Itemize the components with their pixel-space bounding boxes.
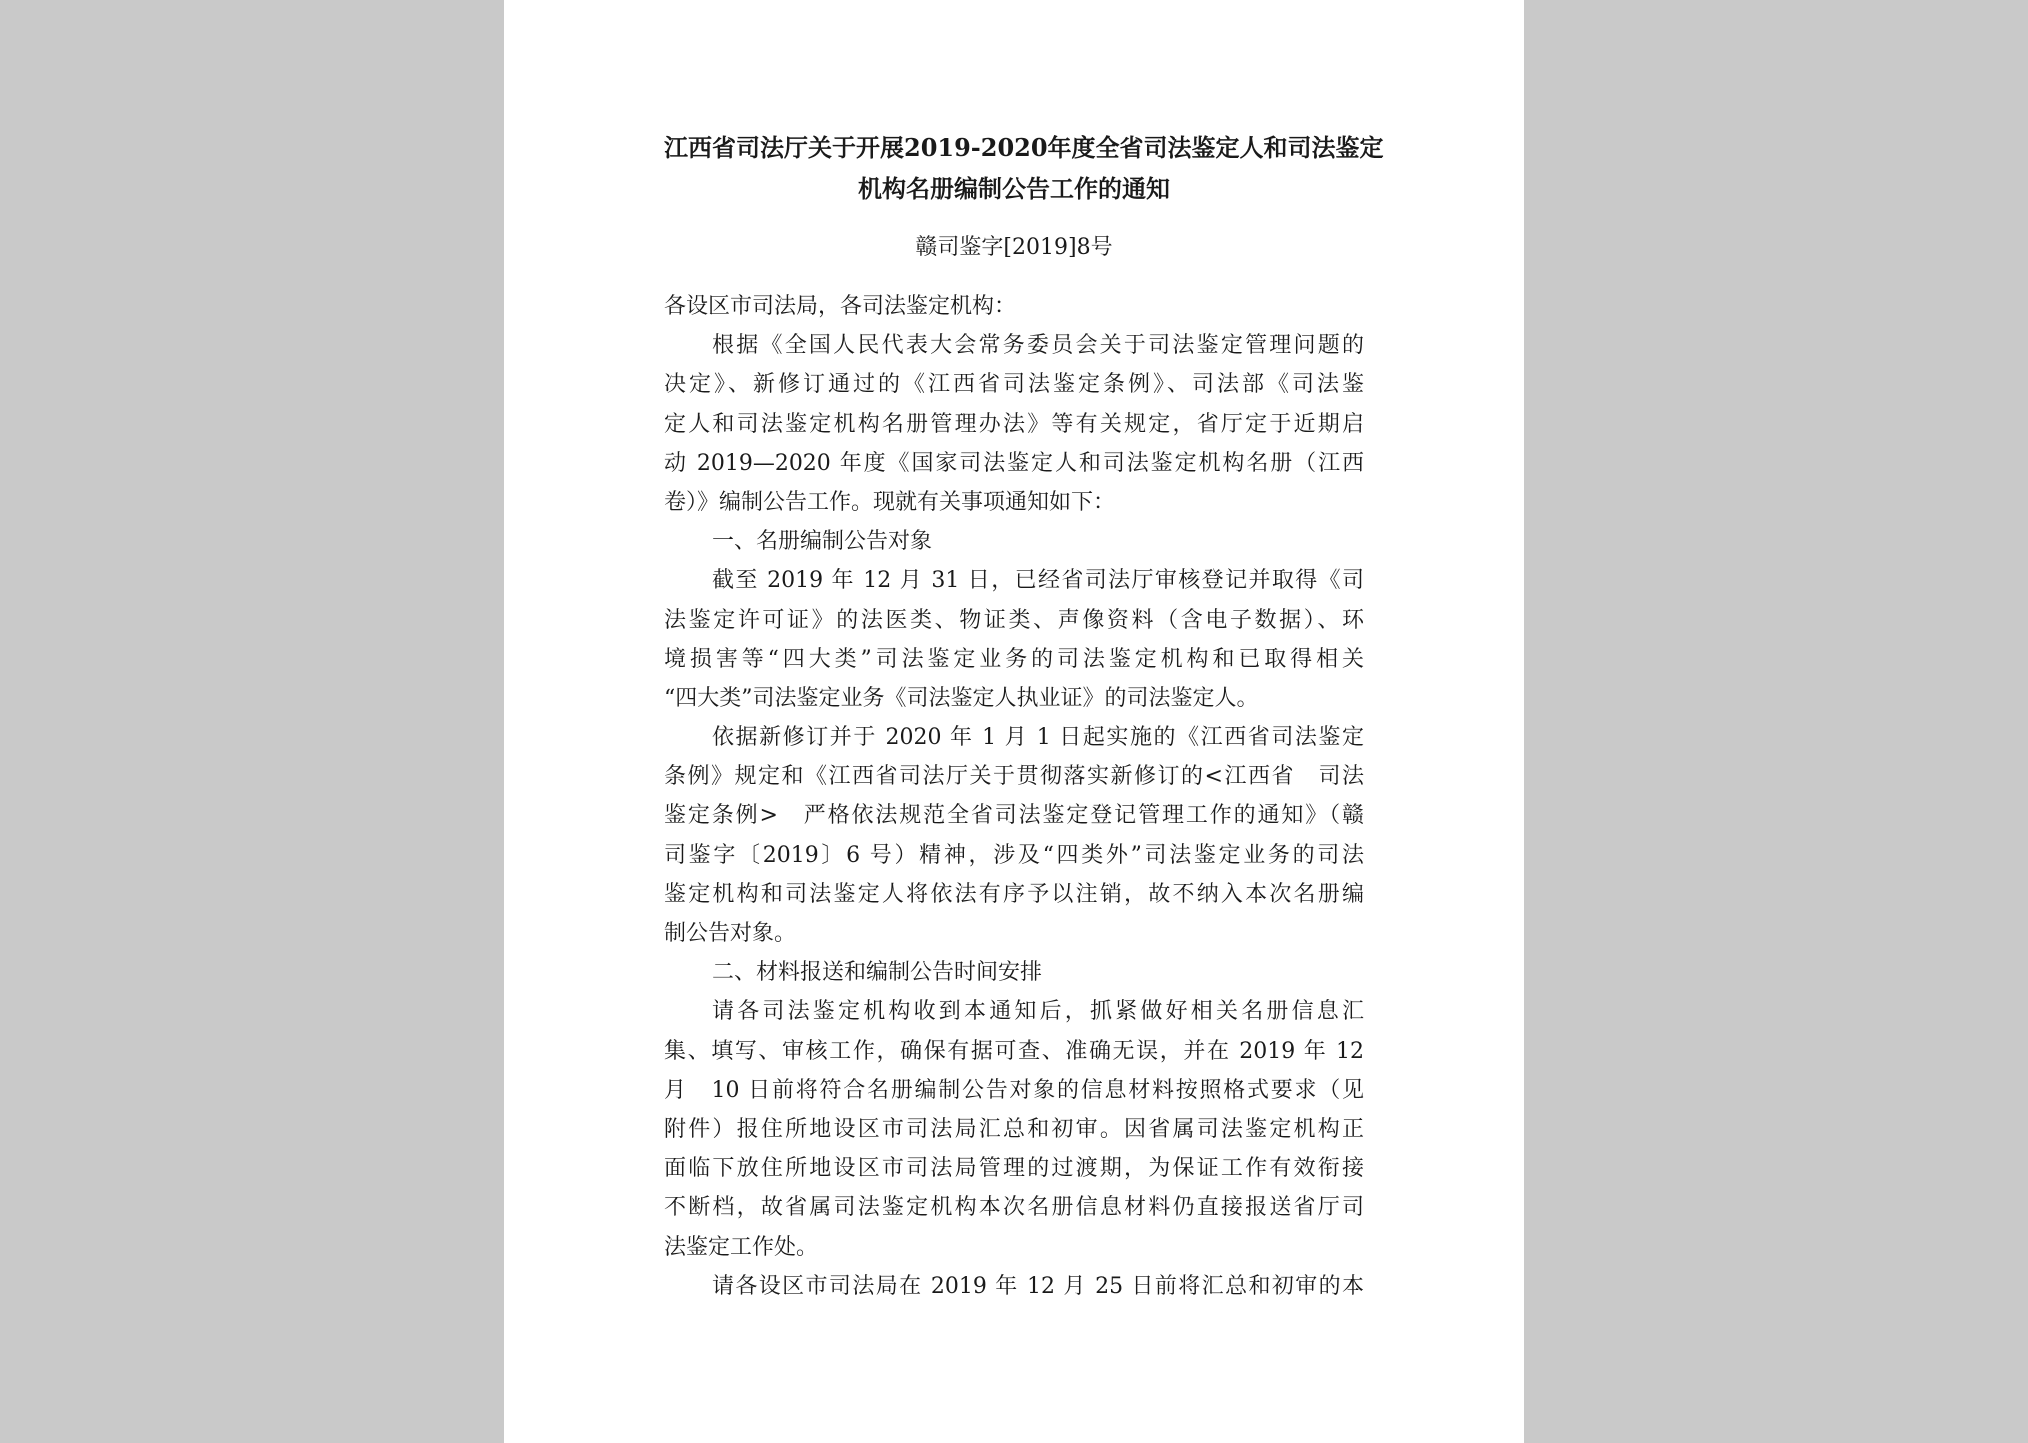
- body-line: 各设区市司法局，各司法鉴定机构：: [664, 294, 1017, 319]
- body-line: 附件）报住所地设区市司法局汇总和初审。因省属司法鉴定机构正: [664, 1116, 1364, 1142]
- body-line: 定人和司法鉴定机构名册管理办法》等有关规定，省厅定于近期启: [664, 411, 1364, 437]
- body-line: 司鉴字〔2019〕6 号）精神，涉及“四类外”司法鉴定业务的司法: [664, 842, 1364, 868]
- body-line: 请各司法鉴定机构收到本通知后，抓紧做好相关名册信息汇: [712, 999, 1364, 1025]
- title-line-1: 江西省司法厅关于开展2019-2020年度全省司法鉴定人和司法鉴定: [664, 133, 1384, 162]
- body-line: 月 10 日前将符合名册编制公告对象的信息材料按照格式要求（见: [664, 1077, 1364, 1103]
- body-line: 面临下放住所地设区市司法局管理的过渡期，为保证工作有效衔接: [664, 1156, 1364, 1182]
- body-line: 法鉴定许可证》的法医类、物证类、声像资料（含电子数据）、环: [664, 607, 1364, 633]
- body-line: 制公告对象。: [664, 921, 797, 946]
- body-line: 境损害等“四大类”司法鉴定业务的司法鉴定机构和已取得相关: [664, 646, 1364, 672]
- body-line: 决定》、新修订通过的《江西省司法鉴定条例》、司法部《司法鉴: [664, 372, 1364, 398]
- body-line: 鉴定机构和司法鉴定人将依法有序予以注销，故不纳入本次名册编: [664, 881, 1364, 907]
- document-body: [664, 287, 1364, 1306]
- body-line: 二、材料报送和编制公告时间安排: [712, 960, 1043, 986]
- body-line: 一、名册编制公告对象: [712, 529, 933, 555]
- body-line: “四大类”司法鉴定业务《司法鉴定人执业证》的司法鉴定人。: [664, 685, 1259, 711]
- title-line-2: 机构名册编制公告工作的通知: [858, 174, 1170, 203]
- body-line: 依据新修订并于 2020 年 1 月 1 日起实施的《江西省司法鉴定: [712, 725, 1364, 751]
- document-page: [504, 0, 1524, 1443]
- body-line: 卷）》编制公告工作。现就有关事项通知如下：: [664, 489, 1116, 515]
- body-line: 不断档，故省属司法鉴定机构本次名册信息材料仍直接报送省厅司: [664, 1195, 1364, 1221]
- body-line: 法鉴定工作处。: [664, 1234, 819, 1260]
- body-line: 鉴定条例> 严格依法规范全省司法鉴定登记管理工作的通知》（赣: [664, 803, 1364, 829]
- body-line: 动 2019—2020 年度《国家司法鉴定人和司法鉴定机构名册（江西: [664, 450, 1364, 476]
- body-line: 集、填写、审核工作，确保有据可查、准确无误，并在 2019 年 12: [664, 1038, 1364, 1064]
- document-number: 赣司鉴字[2019]8号: [915, 235, 1113, 260]
- body-line: 请各设区市司法局在 2019 年 12 月 25 日前将汇总和初审的本: [712, 1273, 1364, 1299]
- document-title: [664, 127, 1384, 209]
- body-line: 截至 2019 年 12 月 31 日，已经省司法厅审核登记并取得《司: [712, 568, 1364, 594]
- body-line: 根据《全国人民代表大会常务委员会关于司法鉴定管理问题的: [712, 333, 1364, 359]
- body-line: 条例》规定和《江西省司法厅关于贯彻落实新修订的<江西省 司法: [664, 764, 1364, 790]
